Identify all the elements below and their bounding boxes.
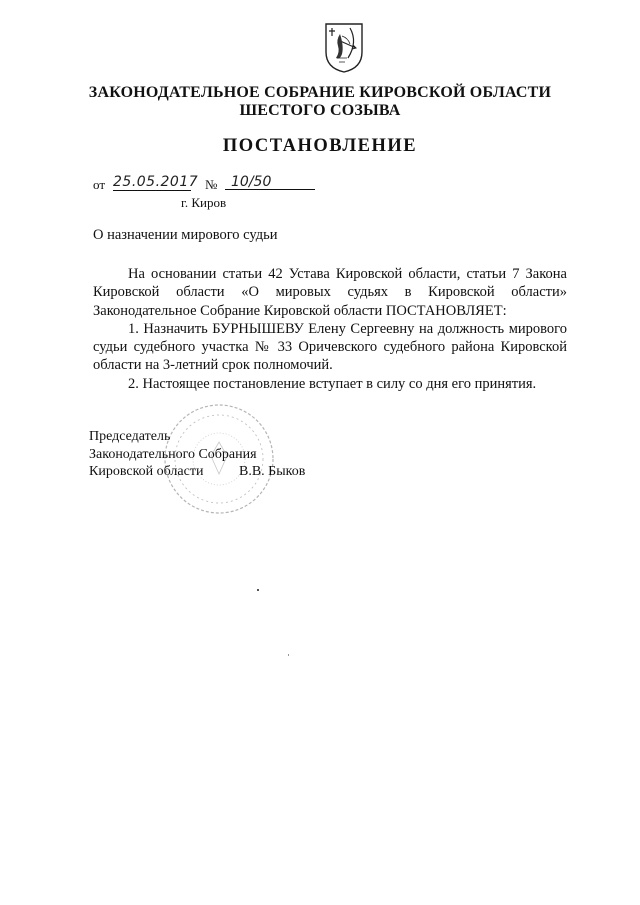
kirov-coat-of-arms-icon	[324, 22, 364, 74]
document-body	[93, 265, 567, 393]
handwritten-date: 25.05.2017	[113, 174, 199, 190]
convocation-line: ШЕСТОГО СОЗЫВА	[239, 102, 401, 119]
date-label: от	[93, 177, 106, 192]
body-paragraph-item-2: 2. Настоящее постановление вступает в силу со дня его принятия.	[128, 375, 537, 392]
scan-speck	[257, 589, 259, 591]
organization-title	[0, 84, 640, 120]
handwritten-number: 10/50	[225, 174, 315, 190]
signature-block	[89, 428, 349, 481]
scan-speck	[288, 654, 289, 656]
date-number-row	[93, 174, 323, 194]
signatory-name: В.В. Быков	[239, 464, 306, 479]
signatory-title-line-2: Законодательного Собрания	[89, 446, 257, 462]
signatory-region: Кировской области	[89, 464, 204, 479]
signatory-title-line-3	[89, 463, 349, 481]
signatory-title-line-1: Председатель	[89, 429, 171, 444]
body-paragraph-basis: На основании статьи 42 Устава Кировской области, статьи 7 Закона Кировской области «О мировых судьях в Кировской области» Законодательное Собрание Кировской области ПОСТАНОВЛЯЕТ:	[93, 266, 567, 319]
city-line: г. Киров	[181, 195, 227, 210]
number-label: №	[205, 177, 218, 192]
document-type-heading: ПОСТАНОВЛЕНИЕ	[222, 136, 418, 156]
organization-name: ЗАКОНОДАТЕЛЬНОЕ СОБРАНИЕ КИРОВСКОЙ ОБЛАСТИ	[88, 84, 552, 101]
document-subject: О назначении мирового судьи	[93, 227, 278, 243]
body-paragraph-item-1: 1. Назначить БУРНЫШЕВУ Елену Сергеевну на должность мирового судьи судебного участка № 33 Оричевского судебного района Кировской области на 3-летний срок полномочий.	[93, 320, 567, 374]
